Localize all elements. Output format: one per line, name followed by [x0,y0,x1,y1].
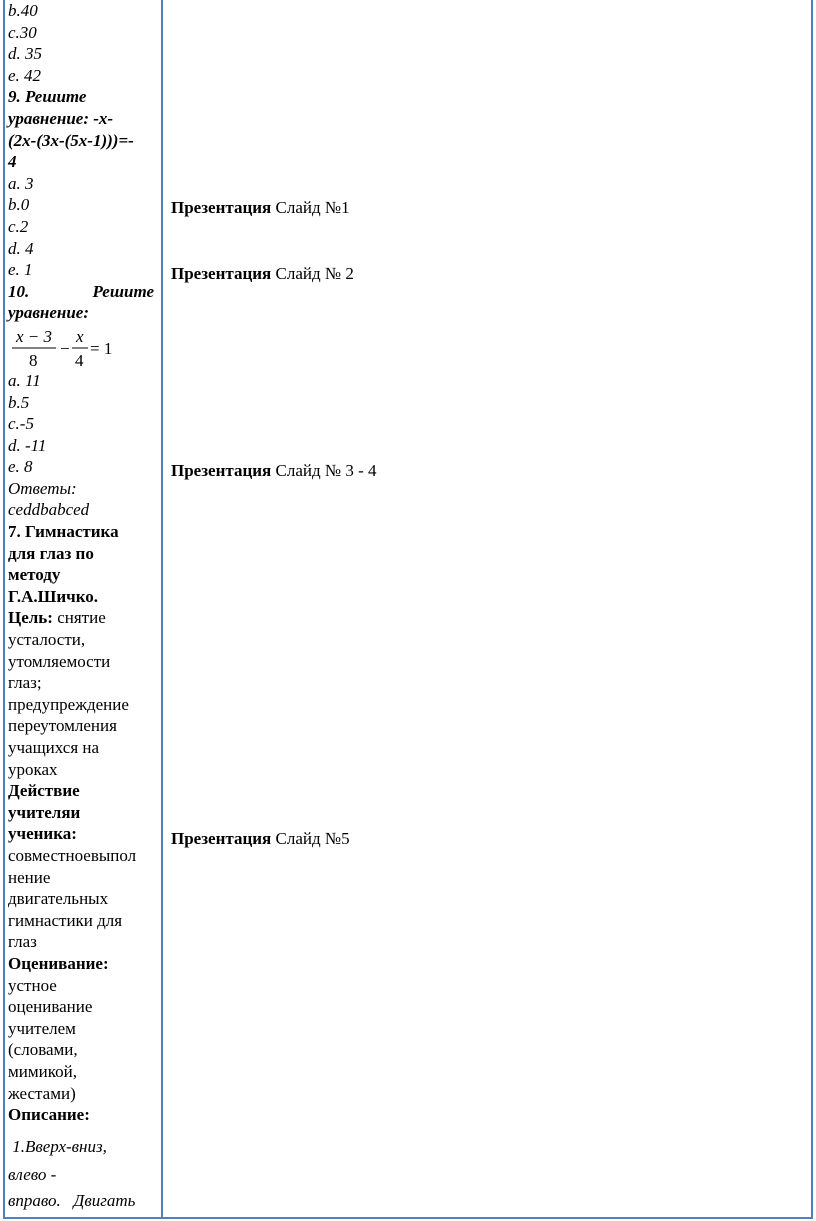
section-7-title: Г.А.Шичко. [8,586,99,606]
presentation-ref-2 [171,264,354,284]
question-10-heading [8,281,154,303]
slide-ref: Слайд № 3 - 4 [271,461,377,480]
presentation-ref-1 [171,198,350,218]
slide-ref: Слайд №5 [271,829,350,848]
description-line: 1.Вверх-вниз, [8,1136,107,1156]
answer-option: c.2 [8,216,29,236]
slide-ref: Слайд №1 [271,198,350,217]
fraction2-denominator: 4 [75,350,84,370]
action-text-line: глаз [8,932,37,952]
question-9-line: 9. Решите [8,87,87,107]
action-text-line: двигательных [8,889,109,909]
action-label: ученика: [8,824,77,844]
goal-text-line: утомляемости [8,651,111,671]
section-7-title: 7. Гимнастика [8,522,119,542]
question-9-line: уравнение: -x- [8,108,114,128]
answer-option: b.5 [8,392,30,412]
answer-option: b.0 [8,195,30,215]
description-line: влево - [8,1164,57,1184]
description-label: Описание: [8,1105,90,1125]
question-9-line: (2x-(3x-(5x-1)))=- [8,130,134,150]
presentation-ref-3 [171,461,377,481]
column-divider [161,0,163,1219]
answer-option: a. 11 [8,370,41,390]
action-text-line: гимнастики для [8,910,123,930]
question-10-number: 10. [8,281,30,301]
evaluation-text-line: учителем [8,1018,76,1038]
description-line: вправо. Двигать [8,1190,136,1210]
goal-text-line: усталости, [8,630,86,650]
answer-option: d. 35 [8,44,42,64]
fraction1-denominator: 8 [29,350,38,370]
answer-option: e. 8 [8,457,33,477]
goal-line [8,607,158,629]
presentation-label: Презентация [171,461,272,480]
answers-key: ceddbabced [8,500,90,520]
minus-sign: − [60,338,70,358]
action-label: Действие [8,781,80,801]
evaluation-text-line: мимикой, [8,1061,77,1081]
presentation-label: Презентация [171,264,272,283]
presentation-label: Презентация [171,198,272,217]
question-10-word: Решите [92,281,154,301]
presentation-label: Презентация [171,829,272,848]
goal-text: снятие [52,608,106,628]
section-7-title: методу [8,565,61,585]
presentation-ref-4 [171,829,350,849]
answer-option: d. -11 [8,435,47,455]
slide-ref: Слайд № 2 [271,264,354,283]
equals-one: = 1 [90,338,113,358]
answers-label: Ответы: [8,478,77,498]
question-9-line: 4 [8,152,17,172]
evaluation-text-line: (словами, [8,1040,78,1060]
evaluation-text-line: оценивание [8,997,93,1017]
answer-option: a. 3 [8,173,34,193]
goal-text-line: уроках [8,759,58,779]
goal-text-line: переутомления [8,716,117,736]
fraction1-numerator: x − 3 [16,326,53,346]
answer-option: d. 4 [8,238,34,258]
evaluation-text-line: жестами) [8,1083,76,1103]
equation-formula [8,324,158,370]
answer-option: c.-5 [8,414,34,434]
action-text-line: нение [8,867,51,887]
goal-text-line: глаз; [8,673,42,693]
answer-option: c.30 [8,22,37,42]
goal-text-line: учащихся на [8,738,100,757]
evaluation-text-line: устное [8,975,57,995]
goal-label: Цель: [8,608,53,628]
answer-option: b.40 [8,1,38,20]
answer-option: e. 1 [8,260,33,280]
section-7-title: для глаз по [8,543,94,563]
fraction2-numerator: x [76,326,84,346]
question-10-line: уравнение: [8,303,89,323]
answer-option: e. 42 [8,65,42,85]
action-label: учителяи [8,802,81,822]
evaluation-label: Оценивание: [8,953,109,973]
equation-svg [8,324,128,370]
left-column [8,0,158,1212]
action-text-line: совместноевыпол [8,845,137,865]
goal-text-line: предупреждение [8,694,129,714]
